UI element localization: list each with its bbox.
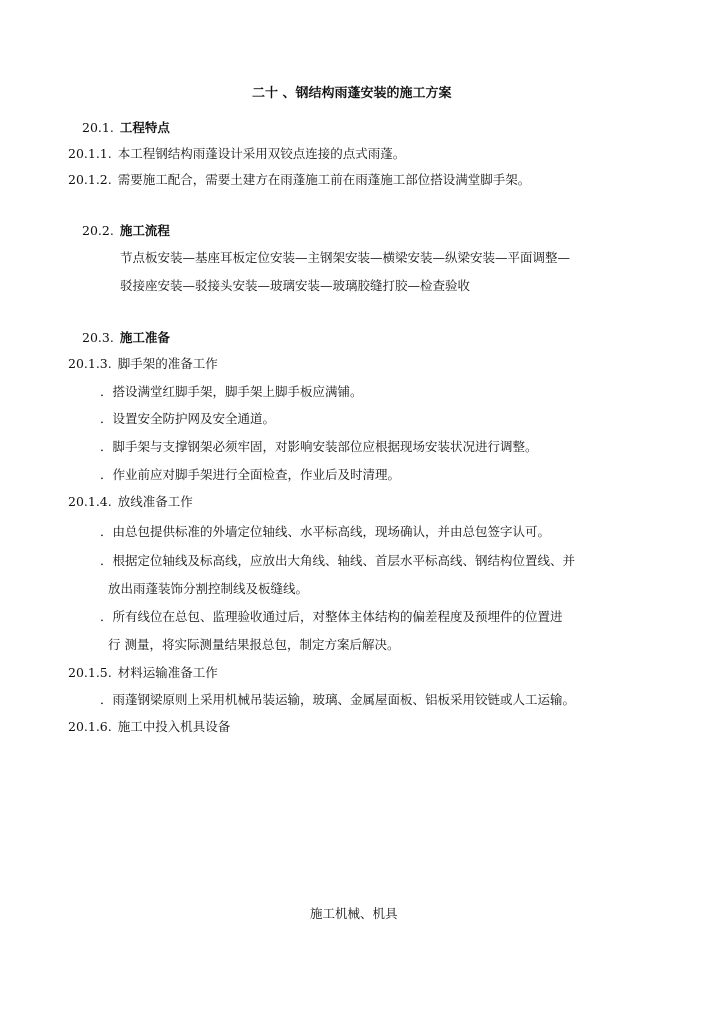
item-text: 施工中投入机具设备 — [117, 719, 231, 734]
body-line: 行 测量，将实际测量结果报总包，制定方案后解决。 — [108, 637, 400, 652]
item-text: 本工程钢结构雨蓬设计采用双铰点连接的点式雨蓬。 — [117, 146, 406, 161]
item-20-1-4 — [68, 494, 193, 510]
section-heading-20-3 — [82, 330, 170, 346]
item-20-1-5 — [68, 665, 218, 681]
section-title: 施工流程 — [119, 223, 170, 238]
bottom-caption: 施工机械、机具 — [310, 906, 398, 921]
item-text: 材料运输准备工作 — [117, 665, 218, 680]
item-number: 20.1.3. — [68, 356, 112, 371]
bullet-line: ．作业前应对脚手架进行全面检查，作业后及时清理。 — [100, 467, 401, 482]
section-title: 施工准备 — [119, 330, 170, 345]
item-number: 20.1.2. — [68, 172, 112, 187]
item-number: 20.1.1. — [68, 146, 112, 161]
item-20-1-3 — [68, 356, 218, 372]
section-heading-20-2 — [82, 223, 170, 239]
item-text: 需要施工配合，需要土建方在雨蓬施工前在雨蓬施工部位搭设满堂脚手架。 — [117, 172, 531, 187]
body-line: ．由总包提供标准的外墙定位轴线、水平标高线，现场确认，并由总包签字认可。 — [100, 524, 551, 539]
section-title: 工程特点 — [119, 120, 170, 135]
section-number: 20.2. — [82, 223, 114, 238]
item-number: 20.1.6. — [68, 719, 112, 734]
item-text: 脚手架的准备工作 — [117, 356, 218, 371]
item-20-1-1 — [68, 146, 405, 162]
flow-line-1: 节点板安装—基座耳板定位安装—主钢架安装—横梁安装—纵梁安装—平面调整— — [120, 250, 571, 265]
bullet-line: ．脚手架与支撑钢架必须牢固，对影响安装部位应根据现场安装状况进行调整。 — [100, 439, 538, 454]
item-number: 20.1.4. — [68, 494, 112, 509]
item-20-1-6 — [68, 719, 230, 735]
item-number: 20.1.5. — [68, 665, 112, 680]
body-line: ．根据定位轴线及标高线，应放出大角线、轴线、首层水平标高线、钢结构位置线、并 — [100, 553, 576, 568]
bullet-line: ．搭设满堂红脚手架，脚手架上脚手板应满铺。 — [100, 384, 363, 399]
body-line: ．雨蓬钢梁原则上采用机械吊装运输，玻璃、金属屋面板、铝板采用铰链或人工运输。 — [100, 692, 576, 707]
section-number: 20.3. — [82, 330, 114, 345]
section-heading-20-1 — [82, 120, 170, 136]
bullet-line: ．设置安全防护网及安全通道。 — [100, 411, 276, 426]
flow-line-2: 驳接座安装—驳接头安装—玻璃安装—玻璃胶缝打胶—检查验收 — [120, 278, 471, 293]
section-number: 20.1. — [82, 120, 114, 135]
item-text: 放线准备工作 — [117, 494, 193, 509]
body-line: ．所有线位在总包、监理验收通过后，对整体主体结构的偏差程度及预埋件的位置进 — [100, 609, 563, 624]
page-title: 二十 、钢结构雨蓬安装的施工方案 — [252, 86, 452, 101]
body-line: 放出雨蓬装饰分割控制线及板缝线。 — [108, 581, 309, 596]
item-20-1-2 — [68, 172, 530, 188]
